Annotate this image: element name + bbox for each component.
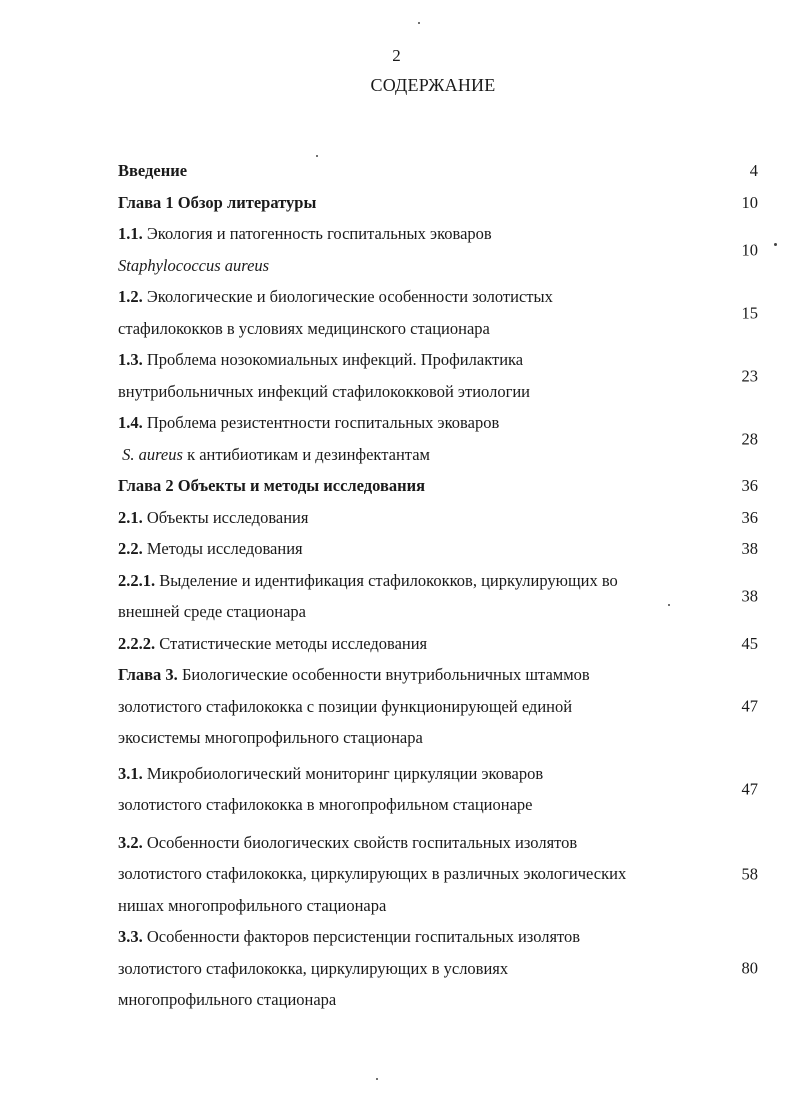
toc-section-number: 1.3.: [118, 350, 143, 369]
toc-entry-line: стафилококков в условиях медицинского стационара: [118, 318, 490, 338]
toc-entry-line: многопрофильного стационара: [118, 990, 337, 1009]
scan-speck: [668, 604, 670, 606]
page-title: СОДЕРЖАНИЕ: [370, 75, 496, 95]
toc-section-number: 3.1.: [118, 763, 143, 783]
toc-page-number: 23: [741, 365, 758, 385]
toc-section-number: 3.3.: [118, 927, 143, 946]
scan-speck: [418, 22, 420, 24]
toc-page-number: 47: [741, 696, 758, 716]
toc-entry-1-3: [118, 344, 758, 407]
toc-section-number: 2.1.: [118, 507, 143, 527]
toc-page-number: 38: [741, 539, 758, 558]
toc-entry-1-1: [118, 218, 758, 281]
toc-entry-line: к антибиотикам и дезинфектантам: [187, 444, 430, 464]
toc-page-number: 58: [741, 864, 758, 883]
toc-entry-line: Особенности факторов персистенции госпитальных изолятов: [146, 927, 581, 946]
page-number: 2: [392, 46, 401, 65]
scan-speck: [376, 1078, 378, 1080]
toc-section-number: 1.1.: [118, 224, 143, 243]
toc-page-number: 38: [741, 586, 758, 606]
toc-section-number: 2.2.2.: [118, 633, 156, 653]
toc-entry-line: Микробиологический мониторинг циркуляции эковаров: [146, 763, 544, 783]
toc-entry-line: экосистемы многопрофильного стационара: [118, 728, 423, 747]
toc-entry-line: золотистого стафилококка, циркулирующих в различных экологических: [118, 864, 627, 883]
scan-speck: [316, 155, 318, 157]
toc-entry-line: внутрибольничных инфекций стафилококковой этиологии: [118, 381, 530, 401]
toc-entry-1-2: [118, 281, 758, 344]
toc-page-number: 10: [741, 239, 758, 259]
toc-section-number: 1.4.: [118, 413, 143, 432]
toc-entry-chapter-2: [118, 470, 758, 502]
toc-page-number: 15: [741, 302, 758, 322]
toc-page-number: 45: [741, 633, 758, 653]
toc-page-number: 10: [741, 192, 758, 212]
toc-entry-chapter-1: [118, 187, 758, 219]
toc-entry-line: Особенности биологических свойств госпитальных изолятов: [146, 832, 578, 852]
toc-entry-line: золотистого стафилококка, циркулирующих в условиях: [118, 958, 509, 978]
toc-entry-line: золотистого стафилококка в многопрофильном стационаре: [118, 795, 533, 814]
toc-section-number: 1.2.: [118, 287, 143, 306]
scan-speck: [774, 243, 777, 246]
toc-entry-line: Экологические и биологические особенности золотистых: [146, 287, 553, 306]
toc-entry-line: внешней среде стационара: [118, 602, 306, 621]
table-of-contents: [118, 155, 758, 1016]
toc-page-number: 36: [741, 507, 758, 527]
toc-section-number: 2.2.1.: [118, 570, 156, 590]
toc-entry-3-2: [118, 827, 758, 922]
toc-entry-title: Статистические методы исследования: [159, 633, 428, 653]
toc-page-number: 47: [741, 779, 758, 799]
toc-page-number: 80: [741, 958, 758, 978]
toc-section-number: 3.2.: [118, 832, 143, 852]
toc-page-number: 36: [741, 476, 758, 495]
toc-entry-title: Глава 2 Объекты и методы исследования: [118, 476, 426, 495]
toc-entry-line: нишах многопрофильного стационара: [118, 895, 387, 915]
toc-entry-3-3: [118, 921, 758, 1016]
toc-entry-line: Экология и патогенность госпитальных эковаров: [146, 224, 492, 243]
toc-entry-chapter-3: [118, 659, 758, 754]
toc-entry-line: S. aureus: [122, 444, 183, 464]
toc-entry-2-2-2: [118, 628, 758, 660]
toc-entry-title: Введение: [118, 161, 188, 180]
toc-section-number: 2.2.: [118, 539, 143, 558]
toc-entry-line: золотистого стафилококка с позиции функционирующей единой: [118, 696, 573, 716]
toc-section-number: Глава 3.: [118, 665, 178, 684]
toc-entry-title: Объекты исследования: [146, 507, 309, 527]
toc-entry-title: Методы исследования: [146, 539, 303, 558]
toc-entry-line: Проблема резистентности госпитальных эковаров: [146, 413, 500, 432]
toc-entry-1-4: [118, 407, 758, 470]
toc-entry-line: Staphylococcus aureus: [118, 255, 270, 275]
toc-entry-3-1: [118, 758, 758, 821]
toc-entry-line: Проблема нозокомиальных инфекций. Профилактика: [146, 350, 524, 369]
toc-entry-2-2: [118, 533, 758, 565]
toc-page-number: 4: [749, 161, 758, 180]
toc-entry-line: Биологические особенности внутрибольничных штаммов: [181, 665, 590, 684]
toc-entry-line: Выделение и идентификация стафилококков, циркулирующих во: [159, 570, 618, 590]
toc-entry-introduction: [118, 155, 758, 187]
toc-entry-title: Глава 1 Обзор литературы: [118, 192, 317, 212]
toc-page-number: 28: [741, 428, 758, 448]
toc-entry-2-1: [118, 502, 758, 534]
toc-entry-2-2-1: [118, 565, 758, 628]
